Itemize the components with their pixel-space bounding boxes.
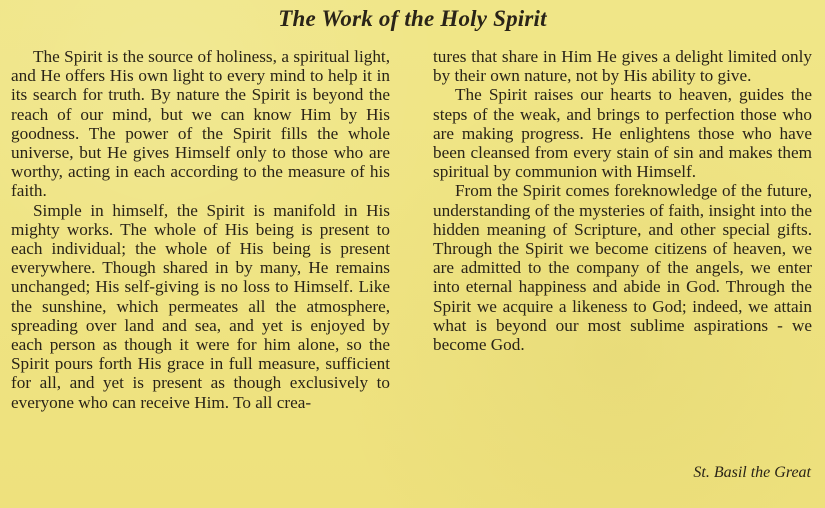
paragraph-2: Simple in himself, the Spirit is manifold in His mighty works. The whole of His being is present to each individual; the whole of His being is present everywhere. Though shared in by many, He remains unchanged; His self-giving is no loss to Himself. Like the sunshine, which permeates all the atmosphere, spreading over land and sea, and yet is enjoyed by each person as though it were for him alone, so the Spirit pours forth His grace in full measure, sufficient for all, and yet is present as though exclusively to everyone who can receive Him. To all crea- xyxy=(11,200,390,412)
author-signature: St. Basil the Great xyxy=(693,464,811,481)
right-column xyxy=(433,47,812,354)
paragraph-2-continued: tures that share in Him He gives a delight limited only by their own nature, not by His ability to give. xyxy=(433,47,812,86)
paragraph-1: The Spirit is the source of holiness, a spiritual light, and He offers His own light to every mind to help it in its search for truth. By nature the Spirit is beyond the reach of our mind, but we can know Him by His goodness. The power of the Spirit fills the whole universe, but He gives Himself only to those who are worthy, acting in each according to the measure of his faith. xyxy=(11,47,390,201)
paragraph-3: The Spirit raises our hearts to heaven, guides the steps of the weak, and brings to perfection those who are making progress. He enlightens those who have been cleansed from every stain of sin and makes them spiritual by communion with Himself. xyxy=(433,85,812,182)
left-column xyxy=(11,47,390,412)
paragraph-4: From the Spirit comes foreknowledge of the future, understanding of the mysteries of faith, insight into the hidden meaning of Scripture, and other special gifts. Through the Spirit we become citizens of heaven, we are admitted to the company of the angels, we enter into eternal happiness and abide in God. Through the Spirit we acquire a likeness to God; indeed, we attain what is beyond our most sublime aspirations - we become God. xyxy=(433,181,812,355)
page-title: The Work of the Holy Spirit xyxy=(278,6,547,31)
